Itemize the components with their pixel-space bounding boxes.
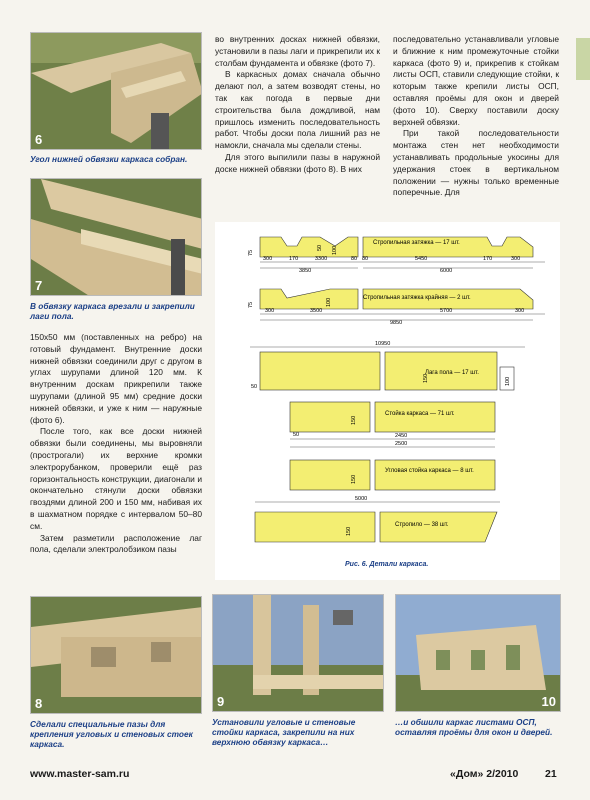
dim-label: 300 xyxy=(265,308,275,314)
photo-8-image xyxy=(31,597,202,714)
dim-label: 3300 xyxy=(315,256,328,262)
label-rafter-tie-end: Стропильная затяжка крайняя — 2 шт. xyxy=(363,295,471,301)
photo-6 xyxy=(30,32,202,150)
photo-number: 7 xyxy=(35,278,43,293)
dim-label: 150 xyxy=(346,526,352,536)
diagram-title: Рис. 6. Детали каркаса. xyxy=(345,561,429,568)
paragraph: При такой последовательности монтажа стен нет необходимости устанавливать продольные укосины для удержания стоек в вертикальном положении — нужны только временные поперечные. Для xyxy=(393,128,559,198)
rafter-left-shape xyxy=(255,512,375,542)
photo-number: 9 xyxy=(217,694,225,709)
dim-label: 9850 xyxy=(390,320,403,326)
dim-label: 3500 xyxy=(310,308,323,314)
rafter-tie-left-shape xyxy=(260,237,358,257)
photo-9 xyxy=(212,594,384,712)
paragraph: После того, как все доски нижней обвязки были соединены, мы выровняли (прострогали) их верхние кромки электрорубанком, проверили ещё раз горизонтальность конструкции, диагонали и окончательно стянули доски обвязки гвоздями длиной 200 и 150 мм, набивая их в шахматном порядке с интервалом 50–80 см. xyxy=(30,426,202,531)
photo-number: 6 xyxy=(35,132,43,147)
label-frame-post: Стойка каркаса — 71 шт. xyxy=(385,411,455,417)
photo-10-caption: …и обшили каркас листами ОСП, оставляя проёмы для окон и дверей. xyxy=(395,717,553,737)
label-rafter: Стропило — 38 шт. xyxy=(395,522,449,528)
paragraph: Затем разметили расположение лаг пола, сделали электролобзиком пазы xyxy=(30,532,202,555)
dim-label: 80 xyxy=(351,256,358,262)
corner-post-right-shape xyxy=(375,460,495,490)
photo-8 xyxy=(30,596,202,714)
footer-journal: «Дом» 2/2010 xyxy=(450,768,519,780)
dim-label: 100 xyxy=(326,297,332,307)
dim-label: 5700 xyxy=(440,308,453,314)
dim-label: 300 xyxy=(511,256,521,262)
photo-8-caption: Сделали специальные пазы для крепления угловых и стеновых стоек каркаса. xyxy=(30,719,193,749)
dim-label: 75 xyxy=(248,249,254,256)
dim-label: 75 xyxy=(248,301,254,308)
corner-post-left-shape xyxy=(290,460,370,490)
label-floor-joist: Лага пола — 17 шт. xyxy=(425,370,479,376)
photo-7-image xyxy=(31,179,202,296)
page-tab-marker xyxy=(576,38,590,80)
photo-7-caption: В обвязку каркаса врезали и закрепили лаги пола. xyxy=(30,301,195,321)
dim-label: 6000 xyxy=(440,268,453,274)
footer-page-number: 21 xyxy=(545,768,557,780)
photo-6-caption: Угол нижней обвязки каркаса собран. xyxy=(30,154,188,164)
photo-7 xyxy=(30,178,202,296)
dim-label: 300 xyxy=(515,308,525,314)
left-column-text xyxy=(30,332,202,556)
frame-details-diagram xyxy=(215,222,560,580)
rafter-tie-end-left-shape xyxy=(260,289,358,309)
dim-label: 170 xyxy=(289,256,299,262)
dim-label: 5000 xyxy=(355,496,368,502)
photo-number: 10 xyxy=(541,694,556,709)
dim-label: 100 xyxy=(332,245,338,255)
paragraph: В каркасных домах сначала обычно делают пол, а затем возводят стены, но так как погода в первые дни строительства была дождливой, нам пришлось изменить последовательность работ. Чтобы доски пола лишний раз не намокли, сначала мы сделали стены. xyxy=(215,69,380,151)
right-column-text xyxy=(393,34,559,199)
footer-site: www.master-sam.ru xyxy=(30,768,130,780)
photo-6-image xyxy=(31,33,202,150)
diagram-svg xyxy=(215,222,560,580)
photo-10 xyxy=(395,594,561,712)
dim-label: 50 xyxy=(317,244,323,251)
photo-number: 8 xyxy=(35,696,43,711)
dim-label: 2450 xyxy=(395,433,408,439)
dim-label: 150 xyxy=(351,415,357,425)
dim-label: 5450 xyxy=(415,256,428,262)
middle-column-text xyxy=(215,34,380,176)
photo-9-image xyxy=(213,595,384,712)
frame-post-right-shape xyxy=(375,402,495,432)
dim-label: 80 xyxy=(362,256,369,262)
paragraph: во внутренних досках нижней обвязки, установили в пазы лаги и прикрепили их к столбам фундамента и обвязке (фото 7). xyxy=(215,34,380,68)
dim-label: 10950 xyxy=(375,341,391,347)
paragraph: Для этого выпилили пазы в наружной доске нижней обвязки (фото 8). В них xyxy=(215,151,380,174)
dim-label: 100 xyxy=(505,376,511,386)
dim-label: 170 xyxy=(483,256,493,262)
paragraph: последовательно устанавливали угловые и ближние к ним промежуточные стойки каркаса (фото 9) и, прикрепив к стойкам листы ОСП, ставили следующие стойки, к которым также крепили листы ОСП, оставляя проёмы для окон и дверей (фото 10). Сверху поставили доску верхней обвязки. xyxy=(393,34,559,127)
dim-label: 2500 xyxy=(395,441,408,447)
floor-joist-left-shape xyxy=(260,352,380,390)
label-corner-post: Угловая стойка каркаса — 8 шт. xyxy=(385,468,474,474)
label-rafter-tie: Стропильная затяжка — 17 шт. xyxy=(373,240,460,246)
photo-10-image xyxy=(396,595,561,712)
dim-label: 150 xyxy=(423,373,429,383)
dim-label: 50 xyxy=(293,432,300,438)
dim-label: 150 xyxy=(351,474,357,484)
dim-label: 300 xyxy=(263,256,273,262)
frame-post-left-shape xyxy=(290,402,370,432)
dim-label: 3850 xyxy=(299,268,312,274)
photo-9-caption: Установили угловые и стеновые стойки каркаса, закрепили на них верхнюю обвязку каркаса… xyxy=(212,717,356,747)
paragraph: 150х50 мм (поставленных на ребро) на готовый фундамент. Внутренние доски нижней обвязки соединили друг с другом в углах шурупами длиной 120 мм. К внутренним доскам прикрепили также шурупами (длиной 95 мм) средние доски нижней обвязки, и уже к ним — наружные (фото 6). xyxy=(30,332,202,425)
dim-label: 50 xyxy=(251,384,258,390)
